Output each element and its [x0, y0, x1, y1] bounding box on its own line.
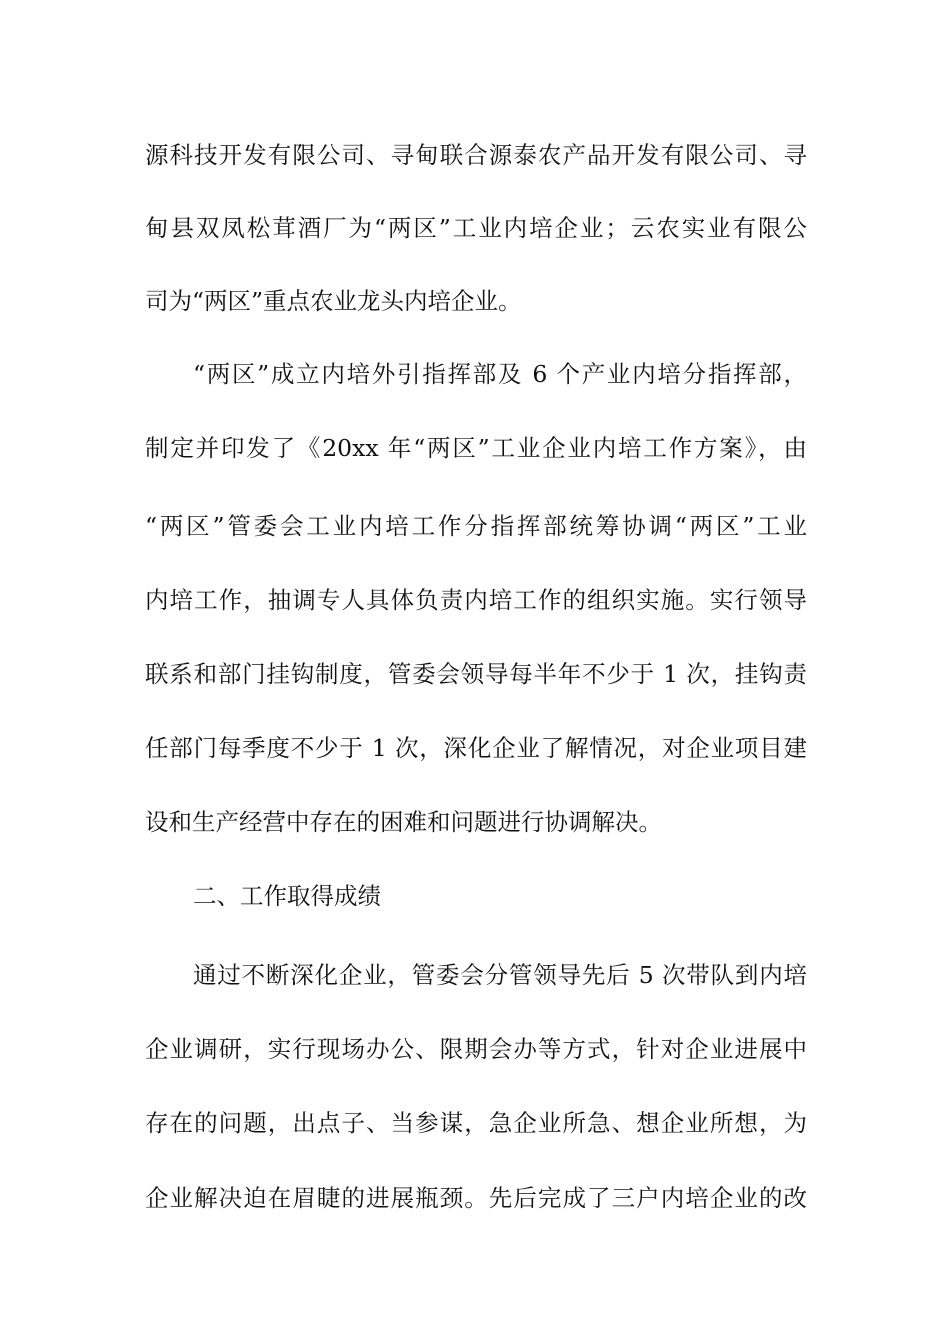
paragraph-line: 内培工作，抽调专人具体负责内培工作的组织实施。实行领导: [145, 586, 807, 614]
paragraph-line: 存在的问题，出点子、当参谋，急企业所急、想企业所想，为: [145, 1109, 807, 1137]
paragraph-line: 任部门每季度不少于 1 次，深化企业了解情况，对企业项目建: [145, 734, 807, 762]
paragraph-line: 企业调研，实行现场办公、限期会办等方式，针对企业进展中: [145, 1035, 807, 1063]
paragraph-line: 联系和部门挂钩制度，管委会领导每半年不少于 1 次，挂钩责: [145, 660, 807, 688]
paragraph-line: 源科技开发有限公司、寻甸联合源泰农产品开发有限公司、寻: [145, 141, 807, 169]
paragraph-line: 甸县双凤松茸酒厂为“两区”工业内培企业；云农实业有限公: [145, 214, 807, 242]
paragraph-line: “两区”管委会工业内培工作分指挥部统筹协调“两区”工业: [145, 512, 807, 540]
paragraph-line: 企业解决迫在眉睫的进展瓶颈。先后完成了三户内培企业的改: [145, 1184, 807, 1212]
paragraph-line: 设和生产经营中存在的困难和问题进行协调解决。: [145, 808, 662, 836]
paragraph-line: “两区”成立内培外引指挥部及 6 个产业内培分指挥部，: [193, 360, 807, 388]
paragraph-line: 司为“两区”重点农业龙头内培企业。: [145, 287, 522, 315]
section-heading: 二、工作取得成绩: [193, 882, 381, 910]
paragraph-line: 制定并印发了《20xx 年“两区”工业企业内培工作方案》，由: [145, 434, 807, 462]
paragraph-line: 通过不断深化企业，管委会分管领导先后 5 次带队到内培: [193, 961, 807, 989]
